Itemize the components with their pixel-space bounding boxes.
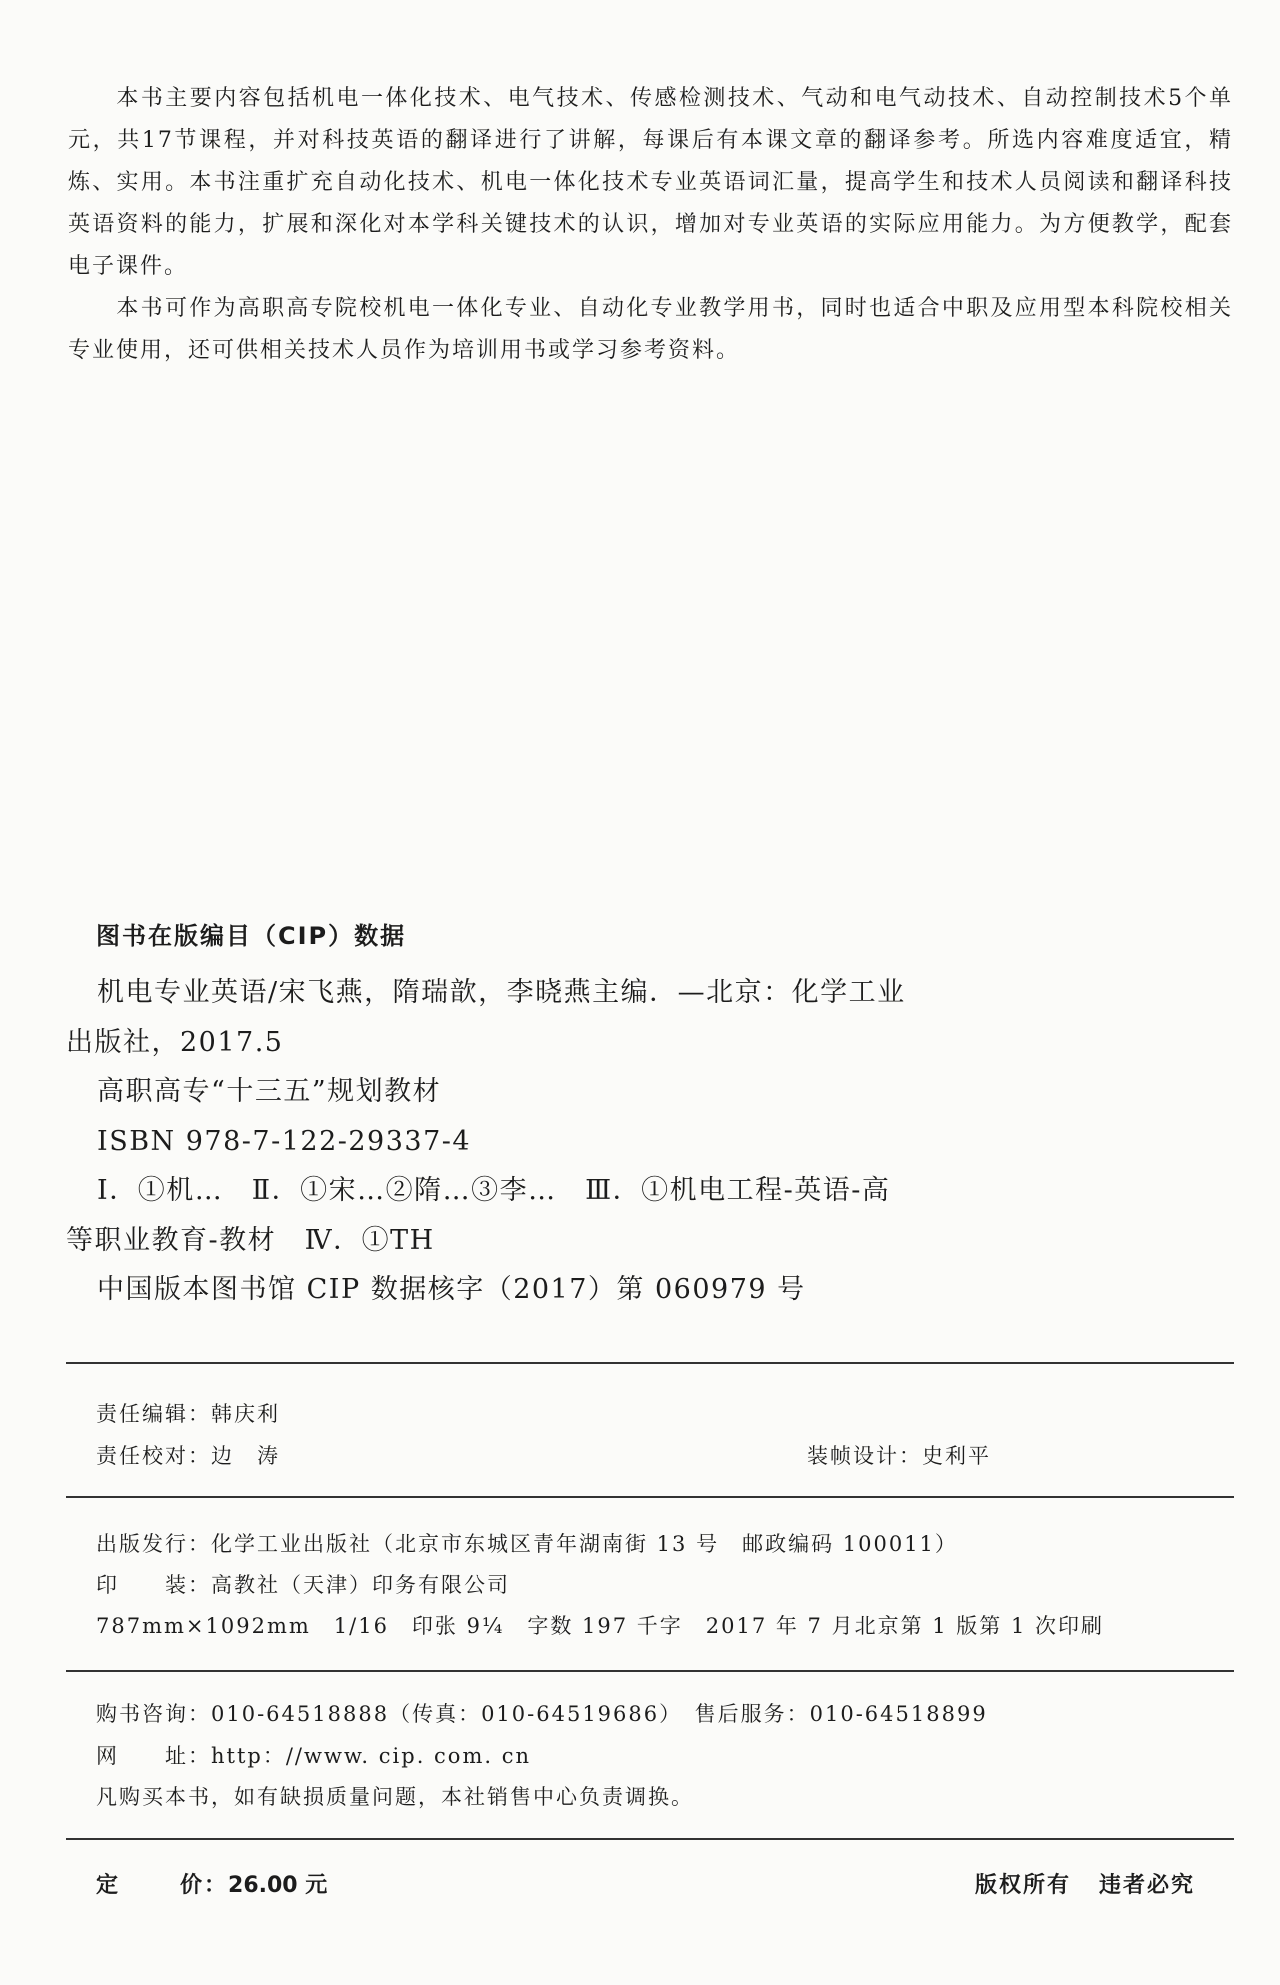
print-specs: 787mm×1092mm 1/16 印张 9¼ 字数 197 千字 2017 年 7 月北京第 1 版第 1 次印刷 [96, 1614, 1105, 1638]
cip-series: 高职高专“十三五”规划教材 [97, 1076, 442, 1107]
cover-designer: 装帧设计：史利平 [807, 1444, 991, 1468]
cip-heading: 图书在版编目（CIP）数据 [96, 922, 407, 950]
responsible-proofreader: 责任校对：边 涛 [96, 1444, 280, 1468]
price-value: 26.00 元 [228, 1873, 328, 1898]
price [96, 1868, 327, 1899]
copyright-notice [975, 1868, 1195, 1899]
publisher-info: 出版发行：化学工业出版社（北京市东城区青年湖南街 13 号 邮政编码 100011） [96, 1532, 958, 1556]
purchase-contact: 购书咨询：010-64518888（传真：010-64519686） 售后服务：010-64518899 [96, 1702, 988, 1726]
price-label-suffix: 价： [180, 1873, 229, 1898]
divider-rule [66, 1670, 1234, 1672]
responsible-editor: 责任编辑：韩庆利 [96, 1402, 280, 1426]
printer-info: 印 装：高教社（天津）印务有限公司 [96, 1573, 510, 1597]
quality-notice: 凡购买本书，如有缺损质量问题，本社销售中心负责调换。 [96, 1785, 694, 1809]
divider-rule [66, 1838, 1234, 1840]
cip-record: 机电专业英语/宋飞燕，隋瑞歆，李晓燕主编．—北京：化学工业出版社，2017.5 [66, 977, 906, 1058]
book-introduction [68, 78, 1233, 372]
divider-rule [66, 1496, 1234, 1498]
cip-approval-number: 中国版本图书馆 CIP 数据核字（2017）第 060979 号 [97, 1274, 806, 1305]
intro-paragraph-1: 本书主要内容包括机电一体化技术、电气技术、传感检测技术、气动和电气动技术、自动控制技术5个单元，共17节课程，并对科技英语的翻译进行了讲解，每课后有本课文章的翻译参考。所选内容难度适宜，精炼、实用。本书注重扩充自动化技术、机电一体化技术专业英语词汇量，提高学生和技术人员阅读和翻译科技英语资料的能力，扩展和深化对本学科关键技术的认识，增加对专业英语的实际应用能力。为方便教学，配套电子课件。 [68, 86, 1233, 279]
cip-isbn: ISBN 978-7-122-29337-4 [97, 1125, 472, 1157]
rights-reserved: 版权所有 [975, 1873, 1072, 1898]
cip-classification: Ⅰ．①机… Ⅱ．①宋…②隋…③李… Ⅲ．①机电工程-英语-高等职业教育-教材 Ⅳ．①TH [66, 1175, 891, 1256]
divider-rule [66, 1362, 1234, 1364]
price-label: 定 [96, 1873, 121, 1898]
intro-paragraph-2: 本书可作为高职高专院校机电一体化专业、自动化专业教学用书，同时也适合中职及应用型本科院校相关专业使用，还可供相关技术人员作为培训用书或学习参考资料。 [68, 296, 1233, 363]
website-info: 网 址：http：//www. cip. com. cn [96, 1744, 532, 1768]
infringement-warning: 违者必究 [1099, 1873, 1196, 1898]
cip-record-block [66, 968, 906, 1315]
